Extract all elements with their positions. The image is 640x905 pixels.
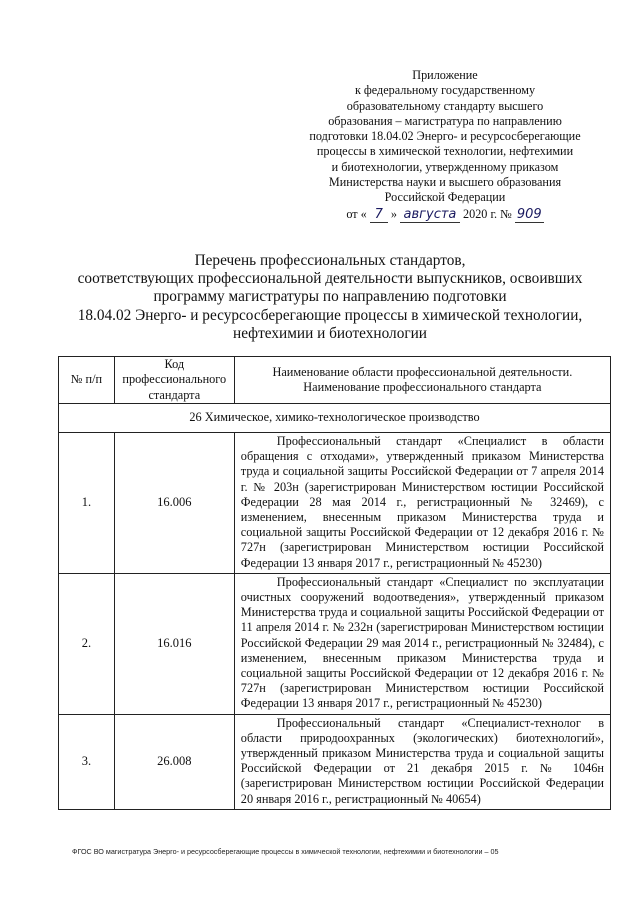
standards-table — [58, 356, 611, 810]
row-code: 16.016 — [114, 573, 234, 714]
group-row — [59, 404, 611, 433]
handwritten-order-number: 909 — [516, 206, 542, 222]
header-code: Код профессионального стандарта — [114, 357, 234, 404]
row-code: 26.008 — [114, 714, 234, 809]
table-row — [59, 573, 611, 714]
appendix-line: к федеральному государственному — [354, 83, 536, 98]
row-number: 1. — [59, 433, 115, 574]
header-name: Наименование области профессиональной деятельности. Наименование профессионального стандарта — [234, 357, 610, 404]
handwritten-day: 7 — [370, 207, 388, 223]
appendix-line: и биотехнологии, утвержденному приказом — [331, 159, 559, 174]
group-title: 26 Химическое, химико-технологическое производство — [59, 404, 611, 433]
title-line: соответствующих профессиональной деятельности выпускников, освоивших — [77, 270, 583, 288]
appendix-line: Российской Федерации — [384, 190, 506, 205]
appendix-line: Министерства науки и высшего образования — [328, 175, 562, 190]
appendix-line: процессы в химической технологии, нефтехимии — [316, 144, 574, 159]
list-title — [40, 252, 620, 343]
date-day-suffix: » — [390, 206, 397, 221]
appendix-block — [300, 68, 590, 223]
table-row — [59, 433, 611, 574]
header-num: № п/п — [59, 357, 115, 404]
title-line: Перечень профессиональных стандартов, — [194, 252, 466, 269]
row-standard-text: Профессиональный стандарт «Специалист-технолог в области природоохранных (экологических) биотехнологий», утвержденный приказом Министерства труда и социальной защиты Российской Федерации от 21 декабря 2015 г. № 1046н (зарегистрирован Министерством юстиции Российской Федерации 20 января 2016 г., регистрационный № 40654) — [234, 714, 610, 809]
table-header-row — [59, 357, 611, 404]
title-line: нефтехимии и биотехнологии — [233, 324, 427, 342]
date-prefix: от « — [346, 206, 367, 221]
page-footer: ФГОС ВО магистратура Энерго- и ресурсосберегающие процессы в химической технологии, нефтехимии и биотехнологии – 05 — [72, 847, 499, 856]
title-line: программу магистратуры по направлению подготовки — [153, 288, 507, 306]
year-text: 2020 г. № — [463, 206, 512, 221]
row-standard-text: Профессиональный стандарт «Специалист по эксплуатации очистных сооружений водоотведения», утвержденный приказом Министерства труда и социальной защиты Российской Федерации от 11 апреля 2014 г. № 232н (зарегистрирован Министерством юстиции Российской Федерации 29 мая 2014 г., регистрационный № 32484), с изменением, внесенным приказом Министерства труда и социальной защиты Российской Федерации от 12 декабря 2016 г. № 727н (зарегистрирован Министерством юстиции Российской Федерации 13 января 2017 г., регистрационный № 45230) — [234, 573, 610, 714]
row-standard-text: Профессиональный стандарт «Специалист в области обращения с отходами», утвержденный приказом Министерства труда и социальной защиты Российской Федерации от 7 апреля 2014 г. № 203н (зарегистрирован Министерством юстиции Российской Федерации 28 мая 2014 г., регистрационный № 32469), с изменением, внесенным приказом Министерства труда и социальной защиты Российской Федерации от 12 декабря 2016 г. № 727н (зарегистрирован Министерством юстиции Российской Федерации 13 января 2017 г., регистрационный № 45230) — [234, 433, 610, 574]
appendix-line: подготовки 18.04.02 Энерго- и ресурсосберегающие — [309, 129, 581, 144]
appendix-line: образования – магистратура по направлению — [328, 113, 562, 128]
row-code: 16.006 — [114, 433, 234, 574]
title-line: 18.04.02 Энерго- и ресурсосберегающие процессы в химической технологии, — [77, 306, 583, 324]
handwritten-month: августа — [400, 207, 460, 223]
row-number: 3. — [59, 714, 115, 809]
order-date-line — [300, 207, 590, 223]
appendix-line: образовательному стандарту высшего — [346, 98, 544, 113]
appendix-line: Приложение — [412, 68, 478, 82]
row-number: 2. — [59, 573, 115, 714]
table-row — [59, 714, 611, 809]
